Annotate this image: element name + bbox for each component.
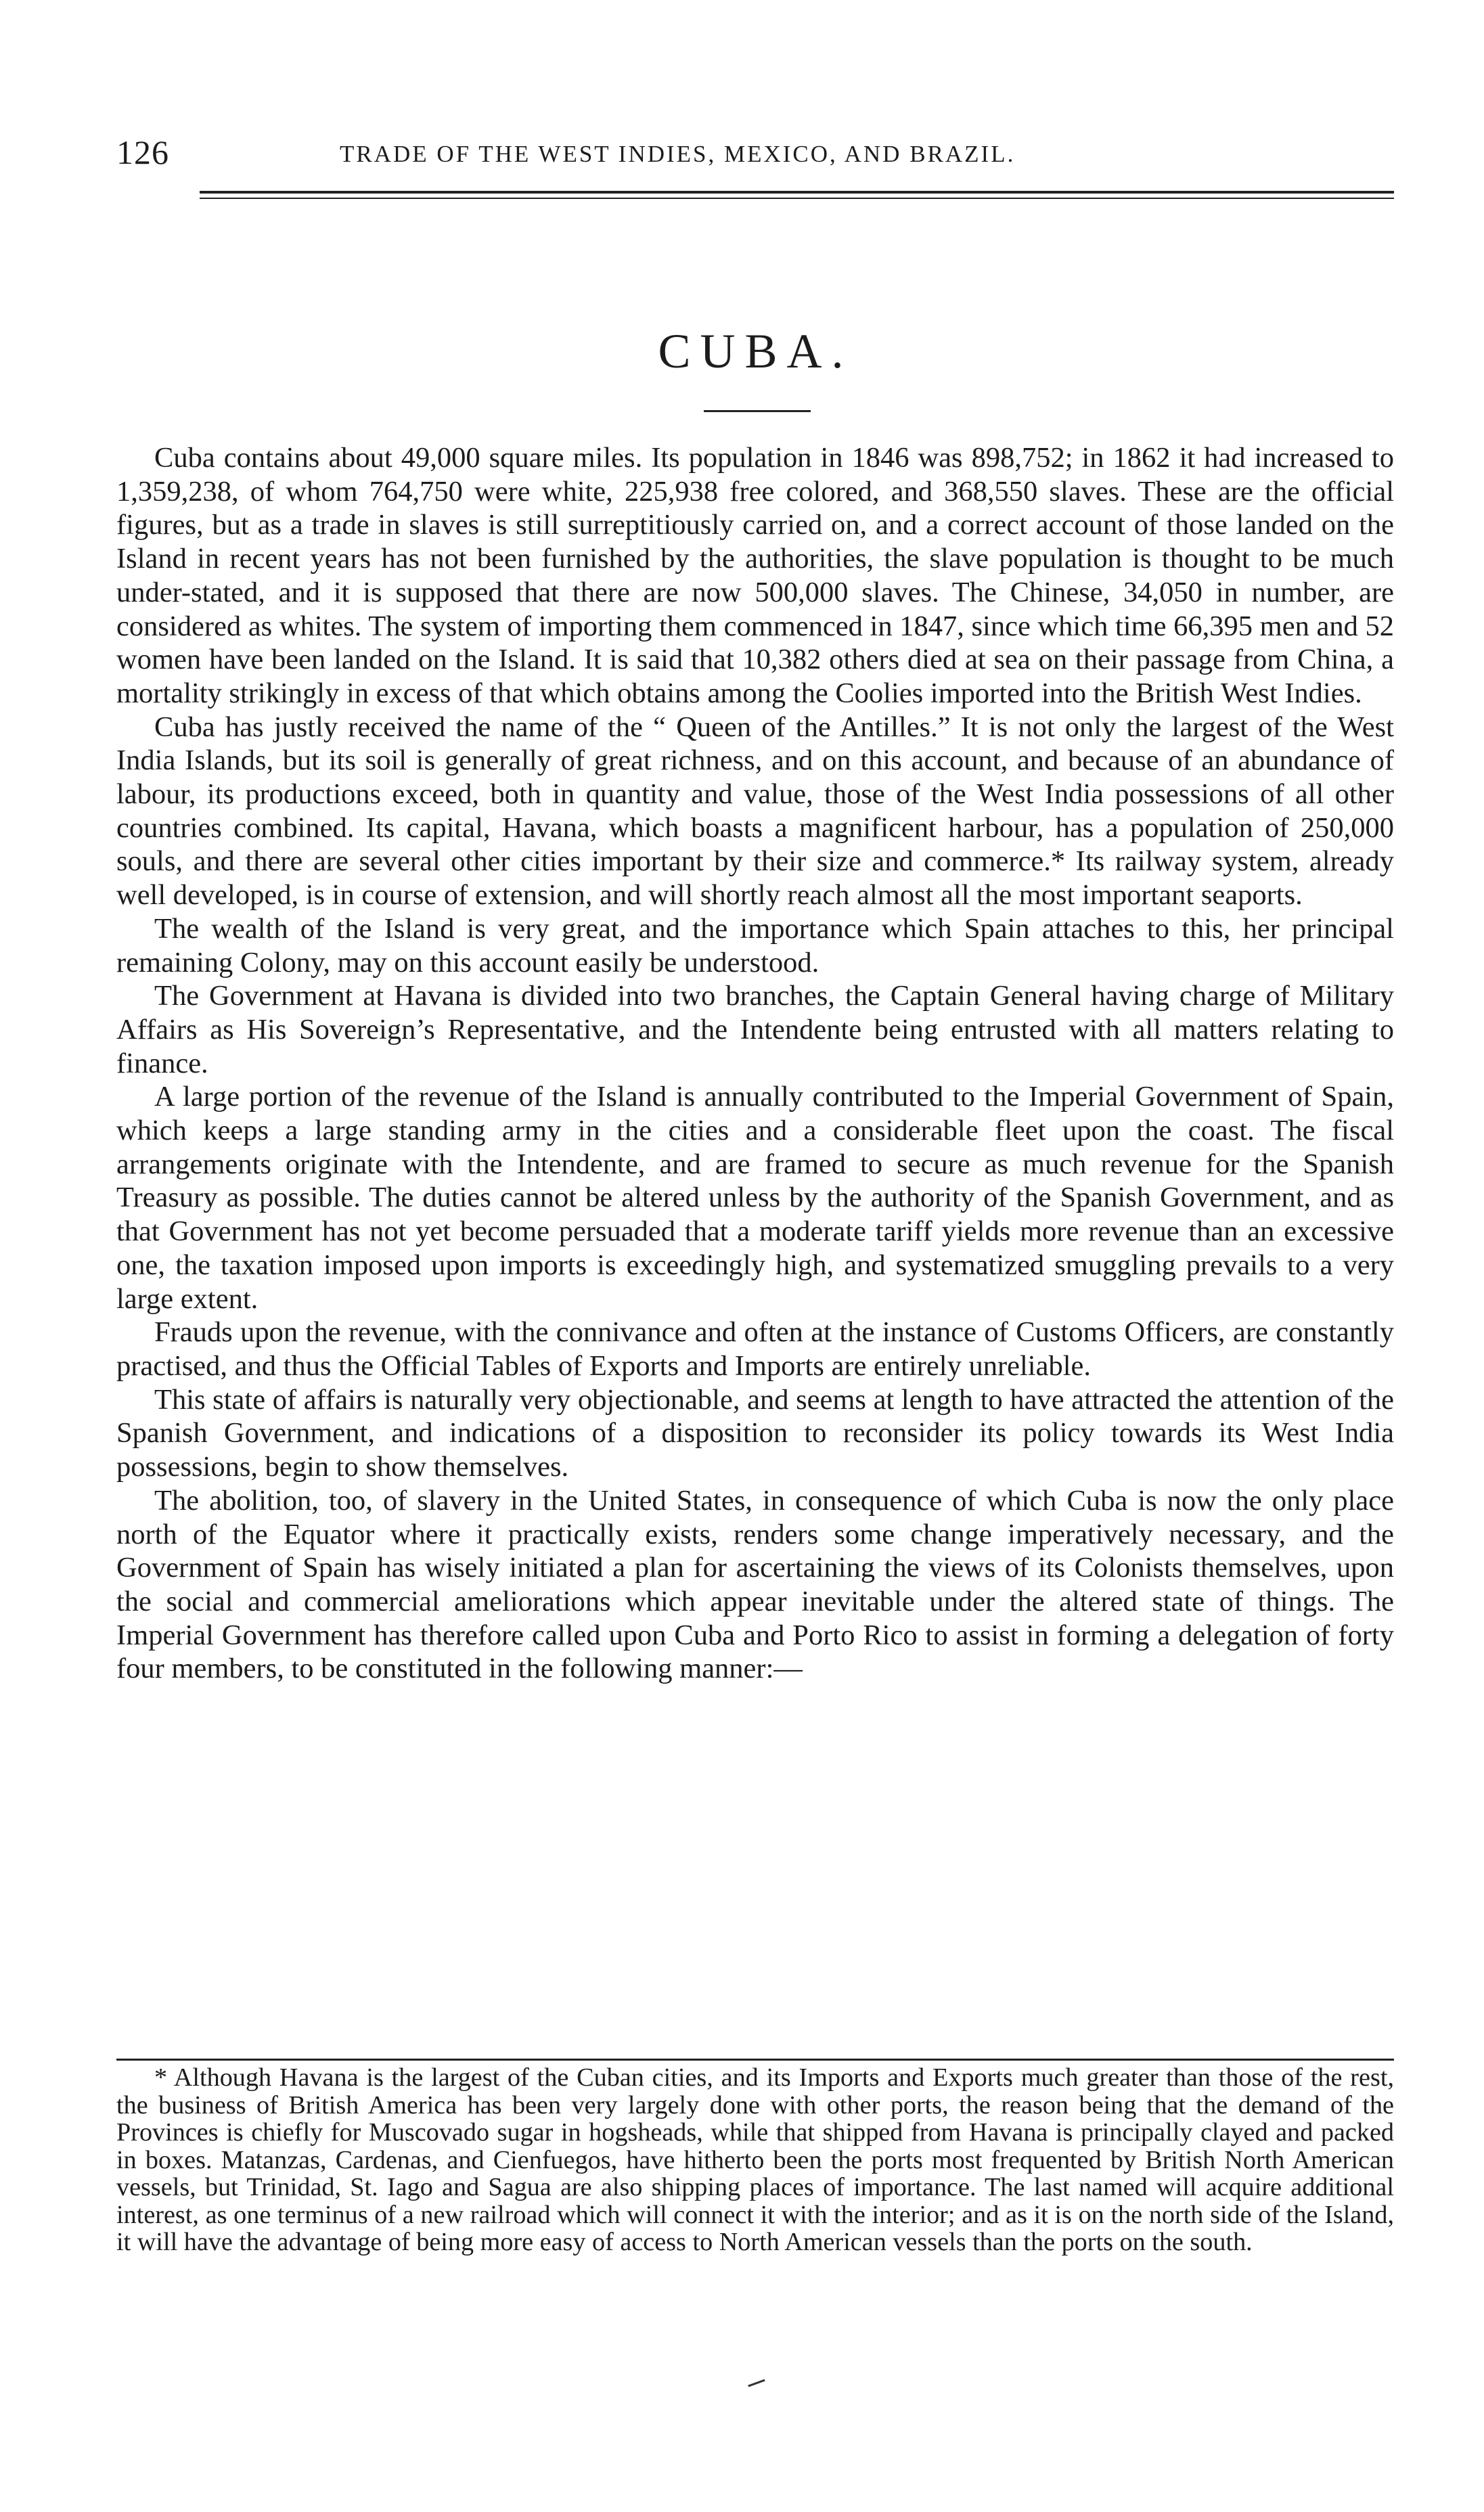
paragraph-wealth: The wealth of the Island is very great, and the importance which Spain attaches to this, her principal remaining Colony, may on this account easily be understood. <box>116 912 1394 979</box>
paragraph-state-of-affairs: This state of affairs is naturally very objectionable, and seems at length to have attracted the attention of the Spanish Government, and indications of a disposition to reconsider its policy towards its West India possessions, begin to show themselves. <box>116 1383 1394 1483</box>
header-rule-thick <box>200 191 1394 194</box>
footnote-havana: * Although Havana is the largest of the Cuban cities, and its Imports and Exports much greater than those of the rest, the business of British America has been very largely done with other ports, the reason being that the demand of the Provinces is chiefly for Muscovado sugar in hogsheads, while that shipped from Havana is principally clayed and packed in boxes. Matanzas, Cardenas, and Cienfuegos, have hitherto been the ports most frequented by British North American vessels, but Trinidad, St. Iago and Sagua are also shipping places of importance. The last named will acquire additional interest, as one terminus of a new railroad which will connect it with the interior; and as it is on the north side of the Island, it will have the advantage of being more easy of access to North American vessels than the ports on the south. <box>116 2063 1394 2256</box>
ink-speck <box>748 2379 765 2387</box>
footnote-rule <box>116 2059 1394 2061</box>
title-rule <box>704 410 811 412</box>
paragraph-revenue: A large portion of the revenue of the Island is annually contributed to the Imperial Government of Spain, which keeps a large standing army in the cities and a considerable fleet upon the coast. The fiscal arrangements originate with the Intendente, and are framed to secure as much revenue for the Spanish Treasury as possible. The duties cannot be altered unless by the authority of the Spanish Government, and as that Government has not yet become persuaded that a moderate tariff yields more revenue than an excessive one, the taxation imposed upon imports is exceedingly high, and systematized smuggling prevails to a very large extent. <box>116 1081 1394 1315</box>
chapter-title: CUBA. <box>658 324 853 378</box>
running-title: TRADE OF THE WEST INDIES, MEXICO, AND BRAZIL. <box>340 141 1016 167</box>
paragraph-frauds: Frauds upon the revenue, with the connivance and often at the instance of Customs Officers, are constantly practised, and thus the Official Tables of Exports and Imports are entirely unreliable. <box>116 1316 1394 1382</box>
paragraph-queen-of-antilles: Cuba has justly received the name of the “ Queen of the Antilles.” It is not only the largest of the West India Islands, but its soil is generally of great richness, and on this account, and because of an abundance of labour, its productions exceed, both in quantity and value, those of the West India possessions of all other countries combined. Its capital, Havana, which boasts a magnificent harbour, has a population of 250,000 souls, and there are several other cities important by their size and commerce.* Its railway system, already well developed, is in course of extension, and will shortly reach almost all the most important seaports. <box>116 711 1394 912</box>
paragraph-abolition: The abolition, too, of slavery in the United States, in consequence of which Cuba is now the only place north of the Equator where it practically exists, renders some change imperatively necessary, and the Government of Spain has wisely initiated a plan for ascertaining the views of its Colonists themselves, upon the social and commercial ameliorations which appear inevitable under the altered state of things. The Imperial Government has therefore called upon Cuba and Porto Rico to assist in forming a delegation of forty four members, to be constituted in the following manner:— <box>116 1484 1394 1685</box>
footnote <box>116 2064 1394 2256</box>
header-rule-thin <box>200 198 1394 199</box>
paragraph-population: Cuba contains about 49,000 square miles. Its population in 1846 was 898,752; in 1862 it had increased to 1,359,238, of whom 764,750 were white, 225,938 free colored, and 368,550 slaves. These are the official figures, but as a trade in slaves is still surreptitiously carried on, and a correct account of those landed on the Island in recent years has not been furnished by the authorities, the slave population is thought to be much under-stated, and it is supposed that there are now 500,000 slaves. The Chinese, 34,050 in number, are considered as whites. The system of importing them commenced in 1847, since which time 66,395 men and 52 women have been landed on the Island. It is said that 10,382 others died at sea on their passage from China, a mortality strikingly in excess of that which obtains among the Coolies imported into the British West Indies. <box>116 442 1394 709</box>
running-head <box>116 133 1389 173</box>
page-number: 126 <box>116 133 169 171</box>
body-text <box>116 441 1394 1686</box>
paragraph-government: The Government at Havana is divided into two branches, the Captain General having charge of Military Affairs as His Sovereign’s Representative, and the Intendente being entrusted with all matters relating to finance. <box>116 980 1394 1079</box>
